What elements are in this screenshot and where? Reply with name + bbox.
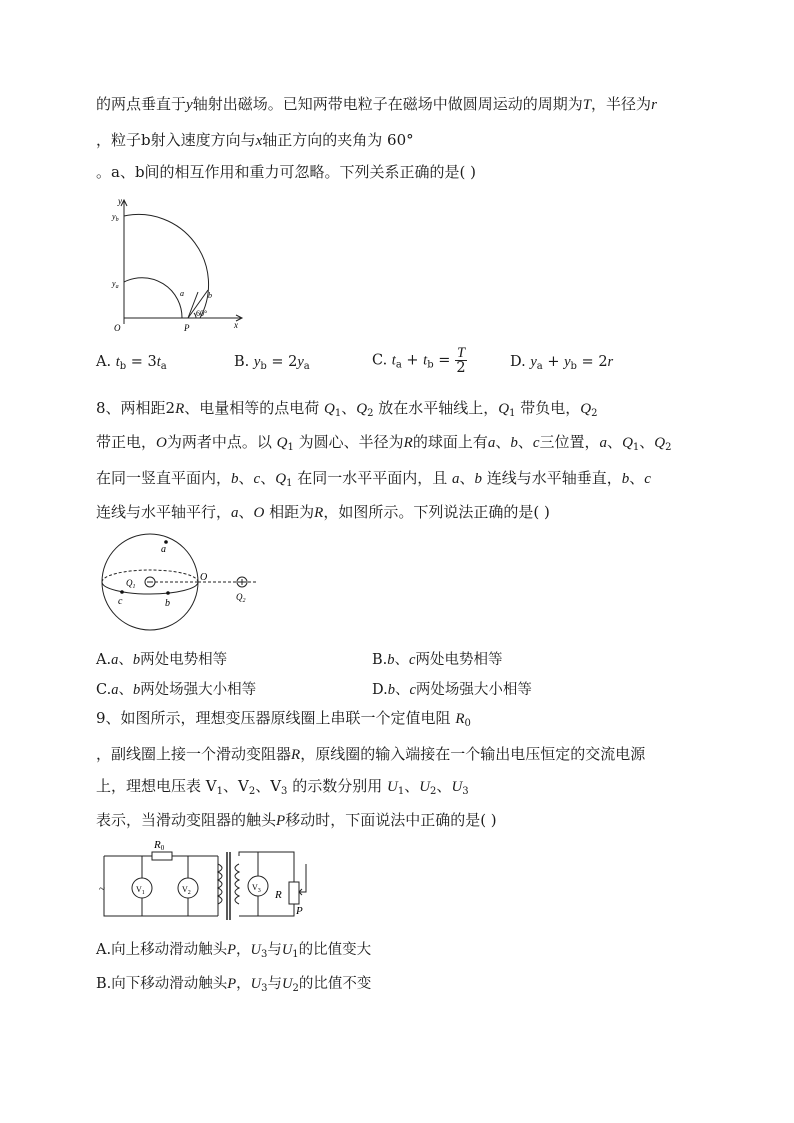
q8-line-2: 带正电，O为两者中点。以 $Q_1$ 为圆心、半径为R的球面上有a、b、c三位置，a、$Q_1$、$Q_2$	[96, 433, 672, 453]
q8-figure	[96, 532, 276, 632]
origin-label: O	[114, 323, 121, 333]
p-label: P	[184, 323, 190, 333]
q8-option-b[interactable]: B.b、c两处电势相等	[372, 652, 503, 668]
q2-label: $Q_2$	[236, 592, 246, 604]
r-rheostat	[289, 882, 299, 904]
r-label: R	[275, 889, 282, 901]
q9-option-b[interactable]: B.向下移动滑动触头P，$U_3$与$U_2$的比值不变	[96, 976, 372, 994]
secondary-coil	[235, 864, 239, 904]
q7-line-3: 。a、b间的相互作用和重力可忽略。下列关系正确的是( )	[96, 163, 477, 181]
q7-line-2: ，粒子b射入速度方向与x轴正方向的夹角为 60°	[96, 131, 414, 149]
q7-option-d[interactable]: D. $y_a + y_b = 2r$	[510, 354, 614, 372]
q8-line-3: 在同一竖直平面内，b、c、$Q_1$ 在同一水平平面内，且 a、b 连线与水平轴垂直，b、c	[96, 469, 651, 489]
q7-figure	[112, 196, 272, 336]
arc-b	[124, 214, 209, 318]
q9-line-4: 表示，当滑动变阻器的触头P移动时，下面说法中正确的是( )	[96, 811, 497, 829]
ya-label: $y_a$	[112, 279, 119, 290]
q9-line-3: 上，理想电压表 $V_1$、$V_2$、$V_3$ 的示数分别用 $U_1$、$U_2$、$U_3$	[96, 777, 469, 797]
p-label: P	[296, 905, 303, 917]
point-c	[120, 590, 124, 594]
primary-bottom-wire	[104, 856, 218, 916]
q8-line-1: 8、两相距2R、电量相等的点电荷 $Q_1$、$Q_2$ 放在水平轴线上，$Q_1$ 带负电，$Q_2$	[96, 399, 598, 419]
q7-option-c[interactable]: C. $t_a + t_b$ = $\frac{T}{2}$	[372, 345, 466, 376]
v2-label: $V_2$	[182, 885, 191, 896]
q8-line-4: 连线与水平轴平行，a、O 相距为R，如图所示。下列说法正确的是( )	[96, 503, 550, 521]
v1-label: $V_1$	[136, 885, 145, 896]
q8-option-d[interactable]: D.b、c两处场强大小相等	[372, 682, 532, 698]
q9-line-2: ，副线圈上接一个滑动变阻器R，原线圈的输入端接在一个输出电压恒定的交流电源	[96, 745, 646, 763]
slider-wire	[299, 864, 306, 892]
q9-option-a[interactable]: A.向上移动滑动触头P，$U_3$与$U_1$的比值变大	[96, 942, 372, 960]
a-label: a	[161, 544, 166, 555]
x-label: x	[234, 320, 238, 330]
r0-resistor	[152, 852, 172, 860]
q9-circuit	[98, 840, 328, 922]
ac-source-icon: ~	[99, 883, 105, 895]
equator-front	[102, 582, 198, 594]
o-label: O	[200, 572, 208, 583]
c-label: c	[118, 596, 123, 607]
q8-option-a[interactable]: A.a、b两处电势相等	[96, 652, 228, 668]
y-label: y	[118, 196, 122, 206]
q1-label: $Q_1$	[126, 578, 136, 590]
r0-label: R0	[154, 839, 165, 852]
primary-coil	[218, 864, 222, 904]
q8-option-c[interactable]: C.a、b两处场强大小相等	[96, 682, 257, 698]
angle-label: 60°	[196, 309, 208, 318]
b-label: b	[165, 598, 170, 609]
q7-line-1: 的两点垂直于y轴射出磁场。已知两带电粒子在磁场中做圆周运动的周期为T，半径为r	[96, 95, 657, 113]
secondary-bottom-wire	[239, 902, 294, 916]
a-label: a	[180, 289, 184, 298]
yb-label: $y_b$	[112, 212, 119, 223]
point-b	[166, 591, 170, 595]
equator-back	[102, 570, 198, 582]
v3-label: $V_3$	[252, 883, 261, 894]
q7-option-a[interactable]: A. $t_b = 3t_a$	[96, 354, 167, 372]
q7-option-b[interactable]: B. $y_b = 2y_a$	[234, 354, 310, 372]
q9-line-1: 9、如图所示，理想变压器原线圈上串联一个定值电阻 $R_0$	[96, 709, 471, 729]
b-label: b	[208, 291, 212, 300]
arc-a	[124, 278, 182, 318]
